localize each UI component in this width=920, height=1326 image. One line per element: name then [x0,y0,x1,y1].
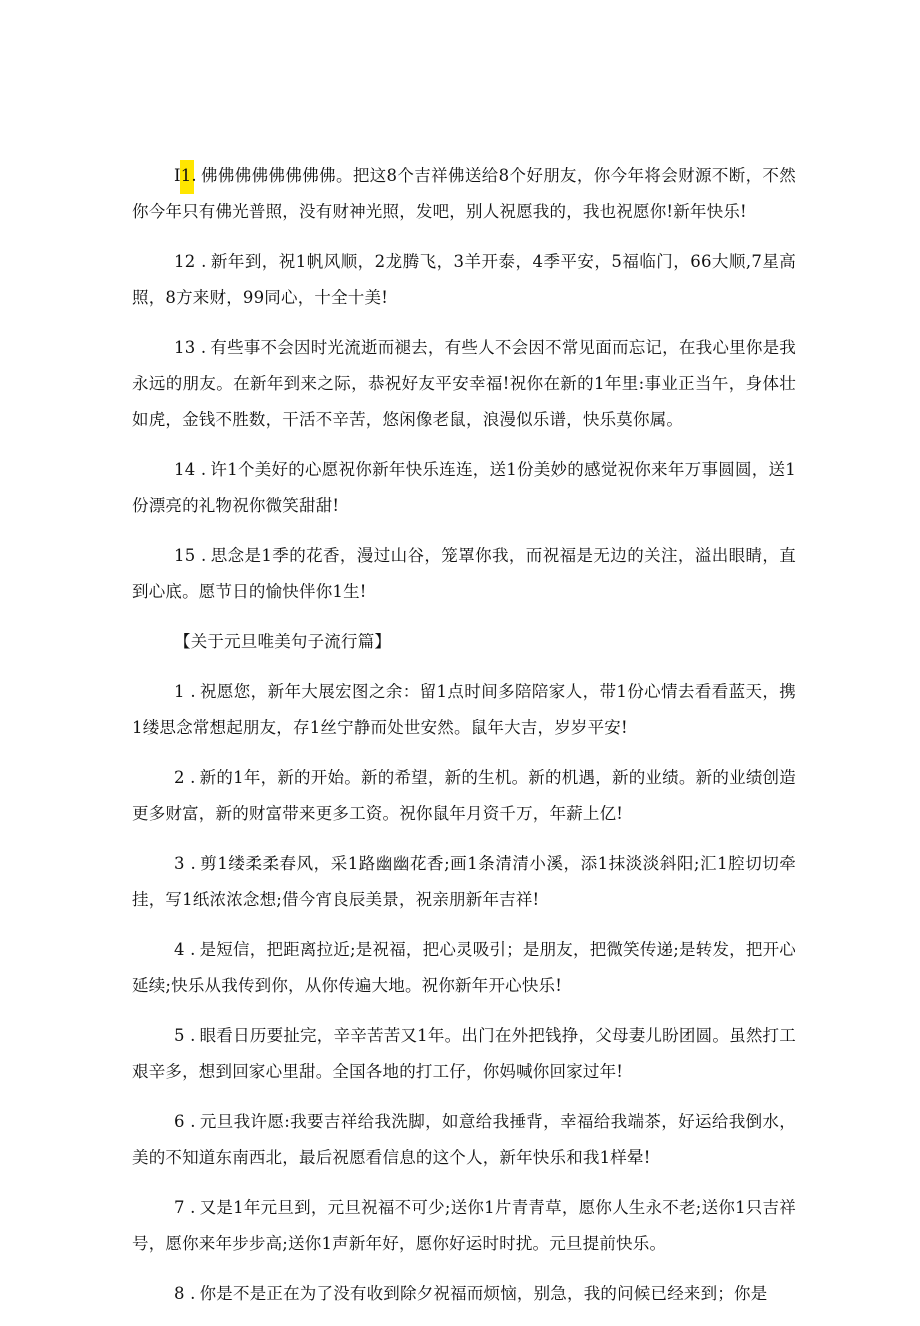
item-number: 7 . [174,1198,196,1217]
paragraph-6 [132,1104,796,1176]
section-heading: 【关于元旦唯美句子流行篇】 [174,632,392,651]
item-number: 4 . [174,940,196,959]
item-text: 新的1年，新的开始。新的希望，新的生机。新的机遇，新的业绩。新的业绩创造更多财富，新的财富带来更多工资。祝你鼠年月资千万，年薪上亿! [132,768,796,823]
item-text: 元旦我许愿:我要吉祥给我洗脚，如意给我捶背，幸福给我端茶，好运给我倒水，美的不知道东南西北，最后祝愿看信息的这个人，新年快乐和我1样晕! [132,1112,796,1167]
item-text: 思念是1季的花香，漫过山谷，笼罩你我，而祝福是无边的关注，溢出眼睛，直到心底。愿节日的愉快伴你1生! [132,546,797,601]
item-number: 14 . [174,460,207,479]
item-text: 是短信，把距离拉近;是祝福，把心灵吸引；是朋友，把微笑传递;是转发，把开心延续;快乐从我传到你，从你传遍大地。祝你新年开心快乐! [132,940,796,995]
paragraph-3 [132,846,796,918]
paragraph-15 [132,538,796,610]
item-text: 有些事不会因时光流逝而褪去，有些人不会因不常见面而忘记，在我心里你是我永远的朋友。在新年到来之际，恭祝好友平安幸福!祝你在新的1年里:事业正当午，身体壮如虎，金钱不胜数，干活不辛苦，悠闲像老鼠，浪漫似乐谱，快乐莫你属。 [132,338,796,429]
item-number: 6 . [174,1112,196,1131]
item-text: 祝愿您，新年大展宏图之余：留1点时间多陪陪家人，带1份心情去看看蓝天，携1缕思念常想起朋友，存1丝宁静而处世安然。鼠年大吉，岁岁平安! [132,682,797,737]
document-body [132,158,796,1326]
item-text: 许1个美好的心愿祝你新年快乐连连，送1份美妙的感觉祝你来年万事圆圆，送1份漂亮的礼物祝你微笑甜甜! [132,460,796,515]
item-number: 2 . [174,768,196,787]
item-text: 新年到，祝1帆风顺，2龙腾飞，3羊开泰，4季平安，5福临门，66大顺,7星高照，8方来财，99同心，十全十美! [132,252,796,307]
paragraph-13 [132,330,796,438]
item-number: I1. [174,166,197,185]
item-text: 你是不是正在为了没有收到除夕祝福而烦恼，别急，我的问候已经来到；你是 [199,1284,768,1303]
item-number: 3 . [174,854,196,873]
item-number: 12 . [174,252,207,271]
paragraph-14 [132,452,796,524]
item-number: 1 . [174,682,196,701]
paragraph-11 [132,158,796,230]
paragraph-4 [132,932,796,1004]
paragraph-2 [132,760,796,832]
item-number: 8 . [174,1284,196,1303]
paragraph-5 [132,1018,796,1090]
paragraph-8 [132,1276,796,1312]
item-text: 剪1缕柔柔春风，采1路幽幽花香;画1条清清小溪，添1抹淡淡斜阳;汇1腔切切牵挂，写1纸浓浓念想;借今宵良辰美景，祝亲朋新年吉祥! [132,854,796,909]
item-number: 15 . [174,546,207,565]
item-number: 13 . [174,338,207,357]
item-text: 眼看日历要扯完，辛辛苦苦又1年。出门在外把钱挣，父母妻儿盼团圆。虽然打工艰辛多，想到回家心里甜。全国各地的打工仔，你妈喊你回家过年! [132,1026,796,1081]
paragraph-7 [132,1190,796,1262]
paragraph-1 [132,674,796,746]
item-number: 5 . [174,1026,196,1045]
item-text: 佛佛佛佛佛佛佛佛。把这8个吉祥佛送给8个好朋友，你今年将会财源不断，不然你今年只有佛光普照，没有财神光照，发吧，别人祝愿我的，我也祝愿你!新年快乐! [132,166,796,221]
item-text: 又是1年元旦到，元旦祝福不可少;送你1片青青草，愿你人生永不老;送你1只吉祥号，愿你来年步步高;送你1声新年好，愿你好运时时扰。元旦提前快乐。 [132,1198,796,1253]
paragraph-12 [132,244,796,316]
